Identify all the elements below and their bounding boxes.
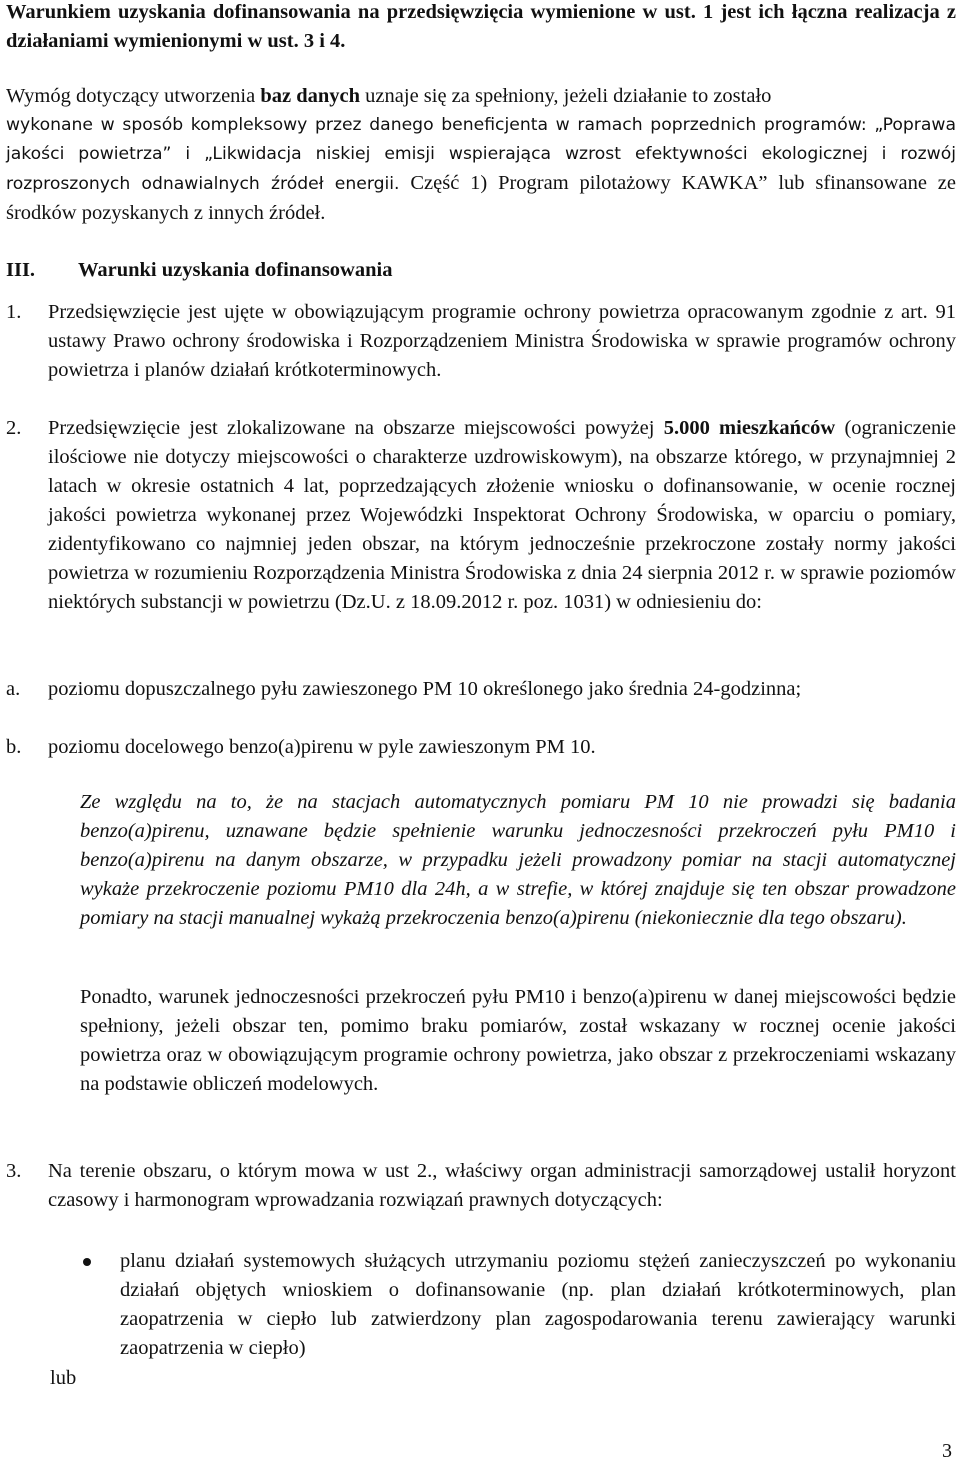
section-number: III. [6, 259, 36, 281]
bullet-item [120, 1247, 956, 1363]
note-paragraph-1: Ze względu na to, że na stacjach automatycznych pomiaru PM 10 nie prowadzi się badania benzo(a)pirenu, uznawane będzie spełnienie warunku jednoczesności przekroczeń pyłu PM10 i benzo(a)pirenu na danym obszarze, w przypadku jeżeli prowadzony pomiar na stacji automatycznej wykaże przekroczenie poziomu PM10 dla 24h, a w strefie, w której znajduje się ten obszar prowadzone pomiary na stacji manualnej wykażą przekroczenia benzo(a)pirenu (niekoniecznie dla tego obszaru). [80, 791, 956, 929]
sub-item-b-text: poziomu docelowego benzo(a)pirenu w pyle zawieszonym PM 10. [48, 736, 596, 758]
bullet-dot-icon [83, 1258, 91, 1266]
section-heading [6, 256, 956, 285]
list-item-2 [6, 414, 956, 617]
requirement-sans-paragraph [6, 111, 956, 229]
sub-item-a [6, 675, 956, 704]
note-paragraph-2: Ponadto, warunek jednoczesności przekroczeń pyłu PM10 i benzo(a)pirenu w danej miejscowości będzie spełniony, jeżeli obszar ten, pomimo braku pomiarów, został wskazany w rocznej ocenie jakości powietrza oraz w obowiązującym programie ochrony powietrza, jako obszar z przekroczeniami wskazany na podstawie obliczeń modelowych. [80, 986, 956, 1095]
sub-item-a-label: a. [6, 678, 21, 700]
requirement-tail: Część 1) Program pilotażowy KAWKA” lub sfinansowane ze środków pozyskanych z innych źródeł. [6, 172, 956, 224]
sub-item-b [6, 733, 956, 762]
requirement-line2: wykonane w sposób kompleksowy przez danego beneficjenta w ramach poprzednich programów: „Poprawa jakości powietrza” i „Likwidacja niskiej emisji wspierająca wzrost efektywności ekologicznej i rozwój rozproszonych odnawialnych źródeł energii. [6, 115, 956, 194]
lub-text: lub [50, 1367, 77, 1389]
intro-paragraph: Warunkiem uzyskania dofinansowania na przedsięwzięcia wymienione w ust. 1 jest ich łączna realizacja z działaniami wymienionymi w ust. 3 i 4. [6, 1, 956, 52]
sub-item-b-label: b. [6, 736, 22, 758]
list-item-2-lead: Przedsięwzięcie jest zlokalizowane na obszarze miejscowości powyżej [48, 417, 664, 439]
requirement-paragraph [6, 82, 956, 111]
list-item-1 [6, 298, 956, 385]
page-number: 3 [942, 1440, 952, 1462]
list-item-3-label: 3. [6, 1160, 22, 1182]
requirement-text-1: Wymóg dotyczący utworzenia [6, 85, 261, 107]
requirement-bold: baz danych [260, 85, 361, 107]
list-item-1-text: Przedsięwzięcie jest ujęte w obowiązującym programie ochrony powietrza opracowanym zgodnie z art. 91 ustawy Prawo ochrony środowiska i Rozporządzeniem Ministra Środowiska w sprawie programów ochrony powietrza i planów działań krótkoterminowych. [48, 301, 956, 381]
list-item-2-bold: 5.000 mieszkańców [663, 417, 836, 439]
list-item-3 [6, 1157, 956, 1215]
list-item-2-label: 2. [6, 417, 22, 439]
list-item-2-text [48, 414, 956, 617]
list-item-3-text: Na terenie obszaru, o którym mowa w ust 2., właściwy organ administracji samorządowej ustalił horyzont czasowy i harmonogram wprowadzania rozwiązań prawnych dotyczących: [48, 1160, 956, 1211]
bullet-text: planu działań systemowych służących utrzymaniu poziomu stężeń zanieczyszczeń po wykonaniu działań objętych wnioskiem o dofinansowanie (np. plan działań krótkoterminowych, plan zaopatrzenia w ciepło lub zatwierdzony plan zagospodarowania terenu zawierający warunki zaopatrzenia w ciepło) [120, 1250, 956, 1359]
requirement-text-2: uznaje się za spełniony, jeżeli działanie to zostało [360, 85, 772, 107]
section-title: Warunki uzyskania dofinansowania [78, 259, 393, 281]
list-item-1-label: 1. [6, 301, 22, 323]
list-item-2-rest: (ograniczenie ilościowe nie dotyczy miejscowości o charakterze uzdrowiskowym), na obszarze którego, w przynajmniej 2 latach w okresie ostatnich 4 lat, poprzedzających złożenie wniosku o dofinansowanie, w ocenie rocznej jakości powietrza wykonanej przez Wojewódzki Inspektorat Ochrony Środowiska, w oparciu o pomiary, zidentyfikowano co najmniej jeden obszar, na którym jednocześnie przekroczone zostały normy jakości powietrza w rozumieniu Rozporządzenia Ministra Środowiska z dnia 24 sierpnia 2012 r. w sprawie poziomów niektórych substancji w powietrzu (Dz.U. z 18.09.2012 r. poz. 1031) w odniesieniu do: [48, 417, 957, 613]
sub-item-a-text: poziomu dopuszczalnego pyłu zawieszonego PM 10 określonego jako średnia 24-godzinna; [48, 678, 802, 700]
